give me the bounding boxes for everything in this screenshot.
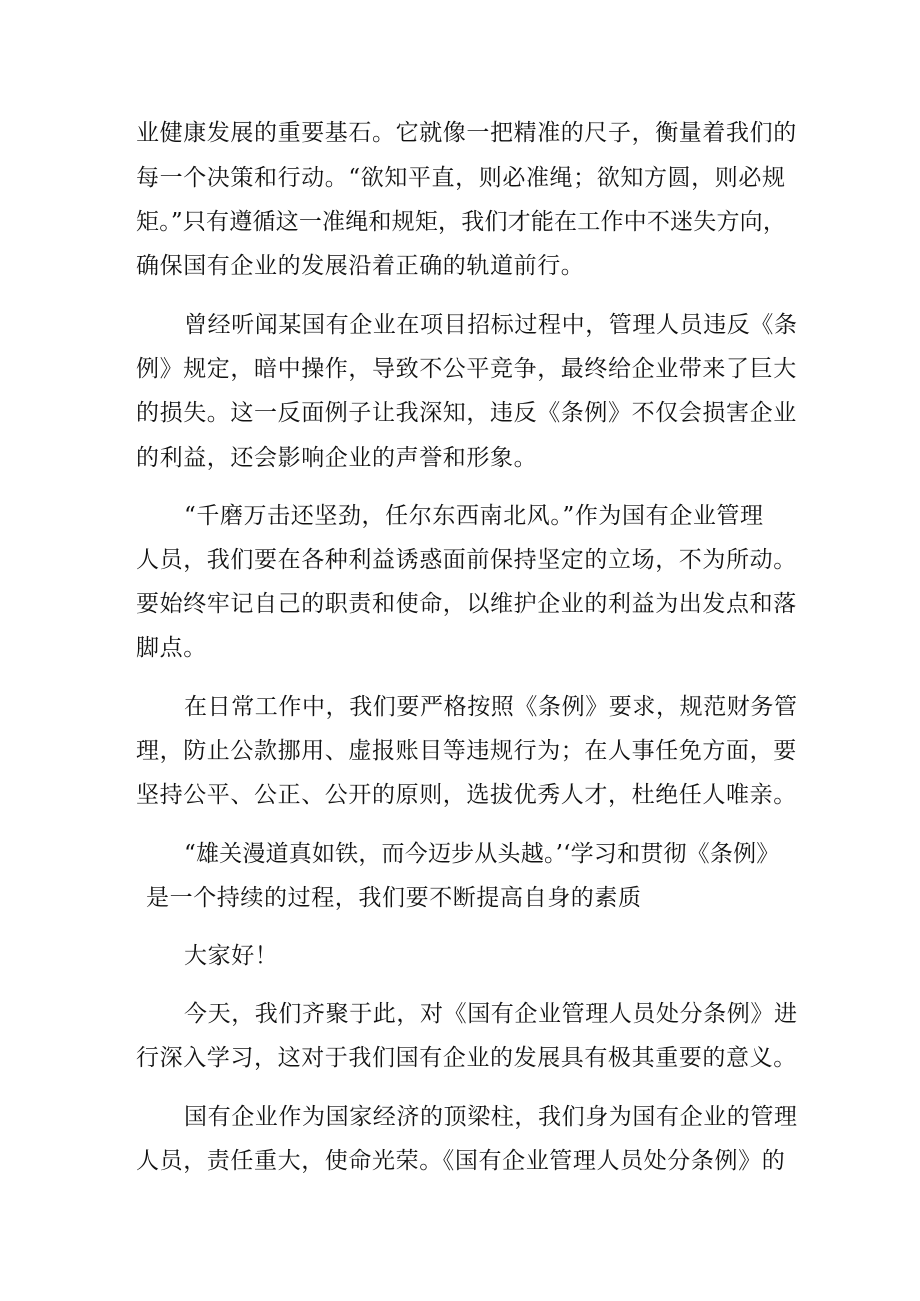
text-line: “雄关漫道真如铁，而今迈步从头越。’‘学习和贯彻《条例》 xyxy=(184,841,780,867)
text-line: 国有企业作为国家经济的顶梁柱，我们身为国有企业的管理 xyxy=(184,1104,798,1130)
text-line: 脚点。 xyxy=(136,635,207,661)
text-line: 行深入学习，这对于我们国有企业的发展具有极其重要的意义。 xyxy=(136,1045,797,1071)
text-line: 业健康发展的重要基石。它就像一把精准的尺子，衡量着我们的 xyxy=(136,120,797,146)
text-line: 要始终牢记自己的职责和使命，以维护企业的利益为出发点和落 xyxy=(136,591,797,617)
text-line: 今天，我们齐聚于此，对《国有企业管理人员处分条例》进 xyxy=(184,1001,798,1027)
text-line: 人员，我们要在各种利益诱惑面前保持坚定的立场，不为所动。 xyxy=(136,547,797,573)
text-line: 理，防止公款挪用、虚报账目等违规行为；在人事任免方面，要 xyxy=(136,738,797,764)
text-line: 例》规定，暗中操作，导致不公平竞争，最终给企业带来了巨大 xyxy=(136,356,797,382)
text-line: 是一个持续的过程，我们要不断提高自身的素质 xyxy=(146,885,642,911)
text-line: “千磨万击还坚劲，任尔东西南北风。”作为国有企业管理 xyxy=(184,503,764,529)
text-line: 曾经听闻某国有企业在项目招标过程中，管理人员违反《条 xyxy=(184,312,798,338)
text-line: 矩。”只有遵循这一准绳和规矩，我们才能在工作中不迷失方向， xyxy=(136,209,787,235)
text-line: 大家好！ xyxy=(184,943,279,969)
text-line: 人员，责任重大，使命光荣。《国有企业管理人员处分条例》的 xyxy=(136,1148,786,1174)
text-line: 的利益，还会影响企业的声誉和形象。 xyxy=(136,445,538,471)
text-line: 在日常工作中，我们要严格按照《条例》要求，规范财务管 xyxy=(184,694,798,720)
text-line: 的损失。这一反面例子让我深知，违反《条例》不仅会损害企业 xyxy=(136,400,797,426)
text-line: 坚持公平、公正、公开的原则，选拔优秀人才，杜绝任人唯亲。 xyxy=(136,782,797,808)
text-line: 确保国有企业的发展沿着正确的轨道前行。 xyxy=(136,253,585,279)
text-line: 每一个决策和行动。“欲知平直，则必准绳；欲知方圆，则必规 xyxy=(136,165,786,191)
